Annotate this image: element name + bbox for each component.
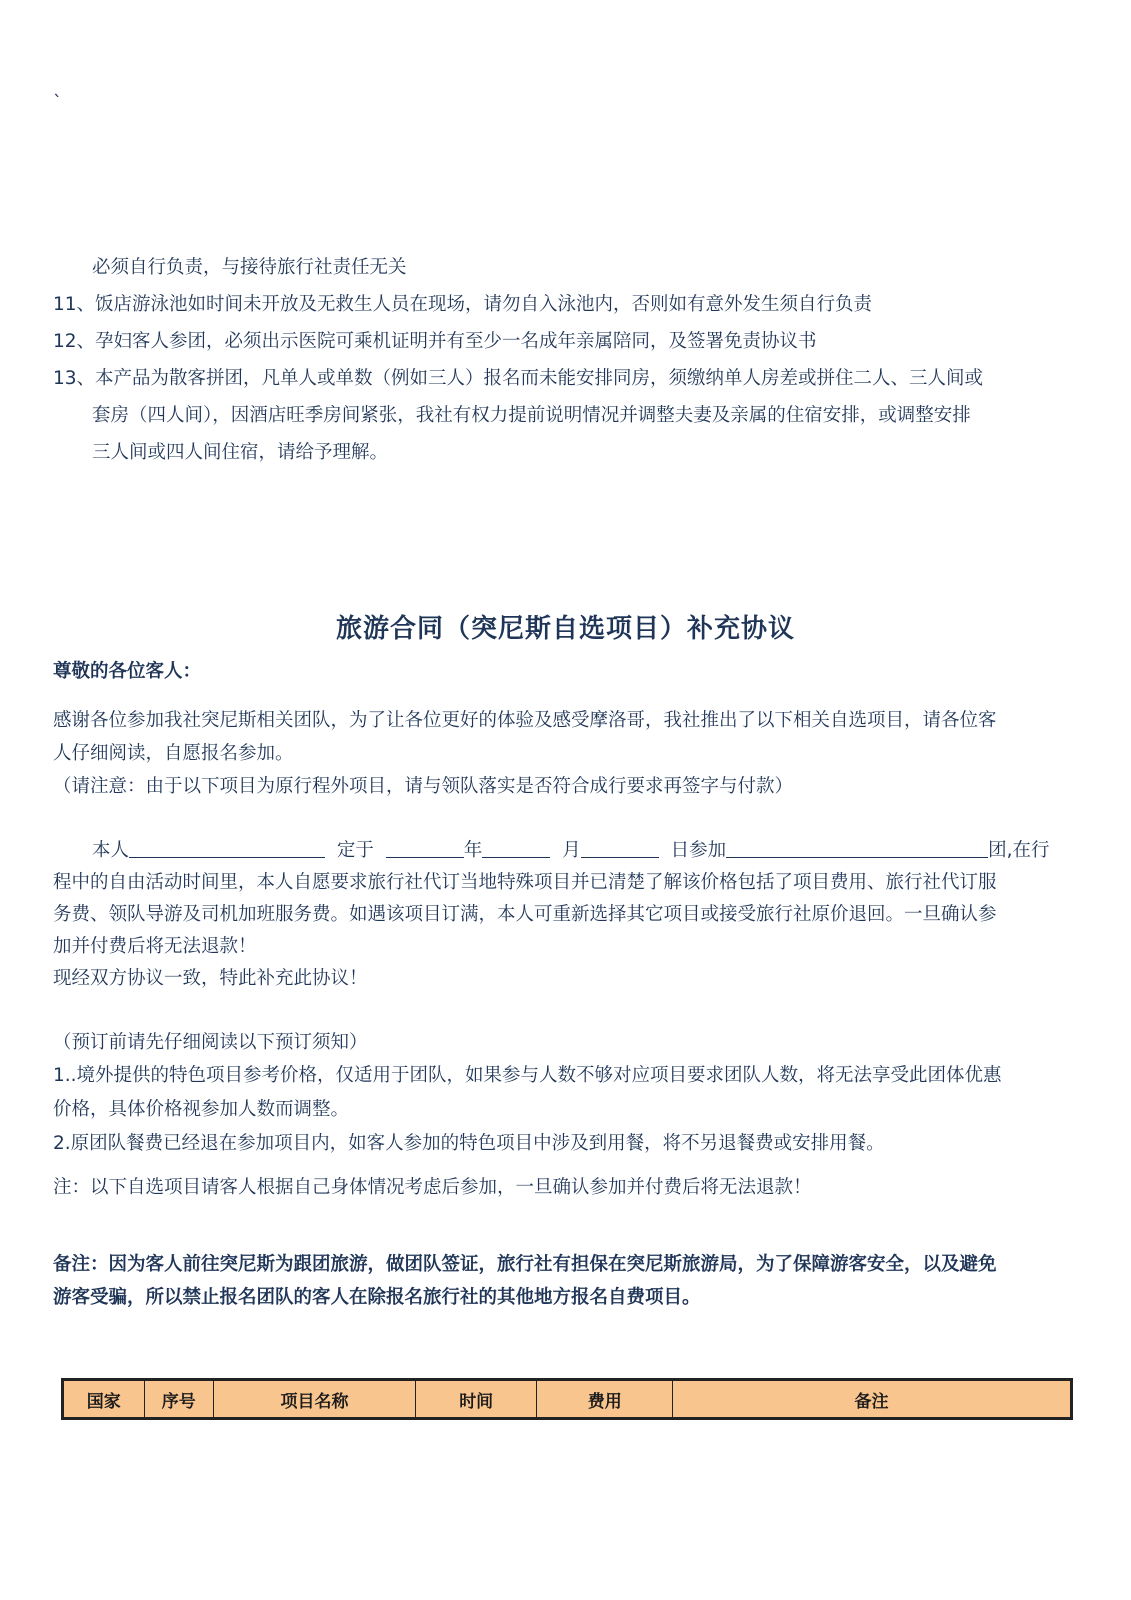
intro-line-2: 人仔细阅读，自愿报名参加。 bbox=[53, 743, 294, 764]
year-blank[interactable] bbox=[386, 839, 464, 858]
stray-mark: ` bbox=[53, 92, 62, 113]
item-number: 13、 bbox=[53, 368, 96, 389]
year-label: 年 bbox=[463, 840, 483, 861]
scheduled-label: 定于 bbox=[336, 840, 374, 861]
item-number: 12、 bbox=[53, 331, 96, 352]
item-text: 孕妇客人参团，必须出示医院可乘机证明并有至少一名成年亲属陪同，及签署免责协议书 bbox=[95, 331, 817, 352]
group-tail-label: 团,在行 bbox=[988, 840, 1050, 861]
day-join-label: 日参加 bbox=[670, 840, 727, 861]
header-remark: 备注 bbox=[673, 1380, 1072, 1419]
item-number: 11、 bbox=[53, 294, 96, 315]
continuation-line: 必须自行负责，与接待旅行社责任无关 bbox=[92, 257, 407, 278]
notice-line-3: 2.原团队餐费已经退在参加项目内，如客人参加的特色项目中涉及到用餐，将不另退餐费或安排用餐。 bbox=[53, 1133, 885, 1154]
header-country: 国家 bbox=[86, 1391, 121, 1412]
greeting: 尊敬的各位客人： bbox=[53, 661, 202, 682]
body-line-4: 现经双方协议一致，特此补充此协议！ bbox=[53, 968, 368, 989]
fill-in-line bbox=[92, 839, 1050, 863]
item-text: 本产品为散客拼团，凡单人或单数（例如三人）报名而未能安排同房，须缴纳单人房差或拼住二人、三人间或 bbox=[95, 368, 984, 389]
table-header-row bbox=[63, 1380, 1072, 1419]
month-label: 月 bbox=[562, 840, 581, 861]
header-index: 序号 bbox=[144, 1380, 213, 1419]
body-line-1: 程中的自由活动时间里，本人自愿要求旅行社代订当地特殊项目并已清楚了解该价格包括了项目费用、旅行社代订服 bbox=[53, 872, 997, 893]
intro-line-1: 感谢各位参加我社突尼斯相关团队，为了让各位更好的体验及感受摩洛哥，我社推出了以下相关自选项目，请各位客 bbox=[53, 710, 997, 731]
header-item-name: 项目名称 bbox=[213, 1380, 415, 1419]
notice-line-1: 1..境外提供的特色项目参考价格，仅适用于团队，如果参与人数不够对应项目要求团队人数，将无法享受此团体优惠 bbox=[53, 1065, 1002, 1086]
name-blank[interactable] bbox=[129, 839, 325, 858]
group-blank[interactable] bbox=[726, 839, 988, 858]
header-cost: 费用 bbox=[537, 1380, 673, 1419]
remark-line-2: 游客受骗，所以禁止报名团队的客人在除报名旅行社的其他地方报名自费项目。 bbox=[53, 1287, 701, 1308]
item-text: 饭店游泳池如时间未开放及无救生人员在现场，请勿自入泳池内，否则如有意外发生须自行负责 bbox=[95, 294, 873, 315]
list-item-11 bbox=[53, 293, 872, 317]
list-item-12 bbox=[53, 330, 817, 354]
agreement-title: 旅游合同（突尼斯自选项目）补充协议 bbox=[335, 614, 795, 644]
notice-header: （预订前请先仔细阅读以下预订须知） bbox=[53, 1032, 368, 1053]
body-line-2: 务费、领队导游及司机加班服务费。如遇该项目订满，本人可重新选择其它项目或接受旅行社原价退回。一旦确认参 bbox=[53, 904, 997, 925]
items-table bbox=[61, 1378, 1073, 1420]
remark-line-1: 备注：因为客人前往突尼斯为跟团旅游，做团队签证，旅行社有担保在突尼斯旅游局，为了保障游客安全，以及避免 bbox=[53, 1254, 997, 1275]
header-time: 时间 bbox=[415, 1380, 536, 1419]
note-line: 注：以下自选项目请客人根据自己身体情况考虑后参加，一旦确认参加并付费后将无法退款！ bbox=[53, 1177, 812, 1198]
note-check: （请注意：由于以下项目为原行程外项目，请与领队落实是否符合成行要求再签字与付款） bbox=[53, 776, 794, 797]
month-blank[interactable] bbox=[482, 839, 550, 858]
list-item-13 bbox=[53, 367, 983, 391]
body-line-3: 加并付费后将无法退款！ bbox=[53, 936, 257, 957]
list-item-13-line-2: 套房（四人间），因酒店旺季房间紧张，我社有权力提前说明情况并调整夫妻及亲属的住宿安排，或调整安排 bbox=[92, 405, 971, 426]
notice-line-2: 价格，具体价格视参加人数而调整。 bbox=[53, 1099, 350, 1120]
person-label: 本人 bbox=[92, 840, 130, 861]
day-blank[interactable] bbox=[581, 839, 659, 858]
list-item-13-line-3: 三人间或四人间住宿，请给予理解。 bbox=[92, 442, 389, 463]
